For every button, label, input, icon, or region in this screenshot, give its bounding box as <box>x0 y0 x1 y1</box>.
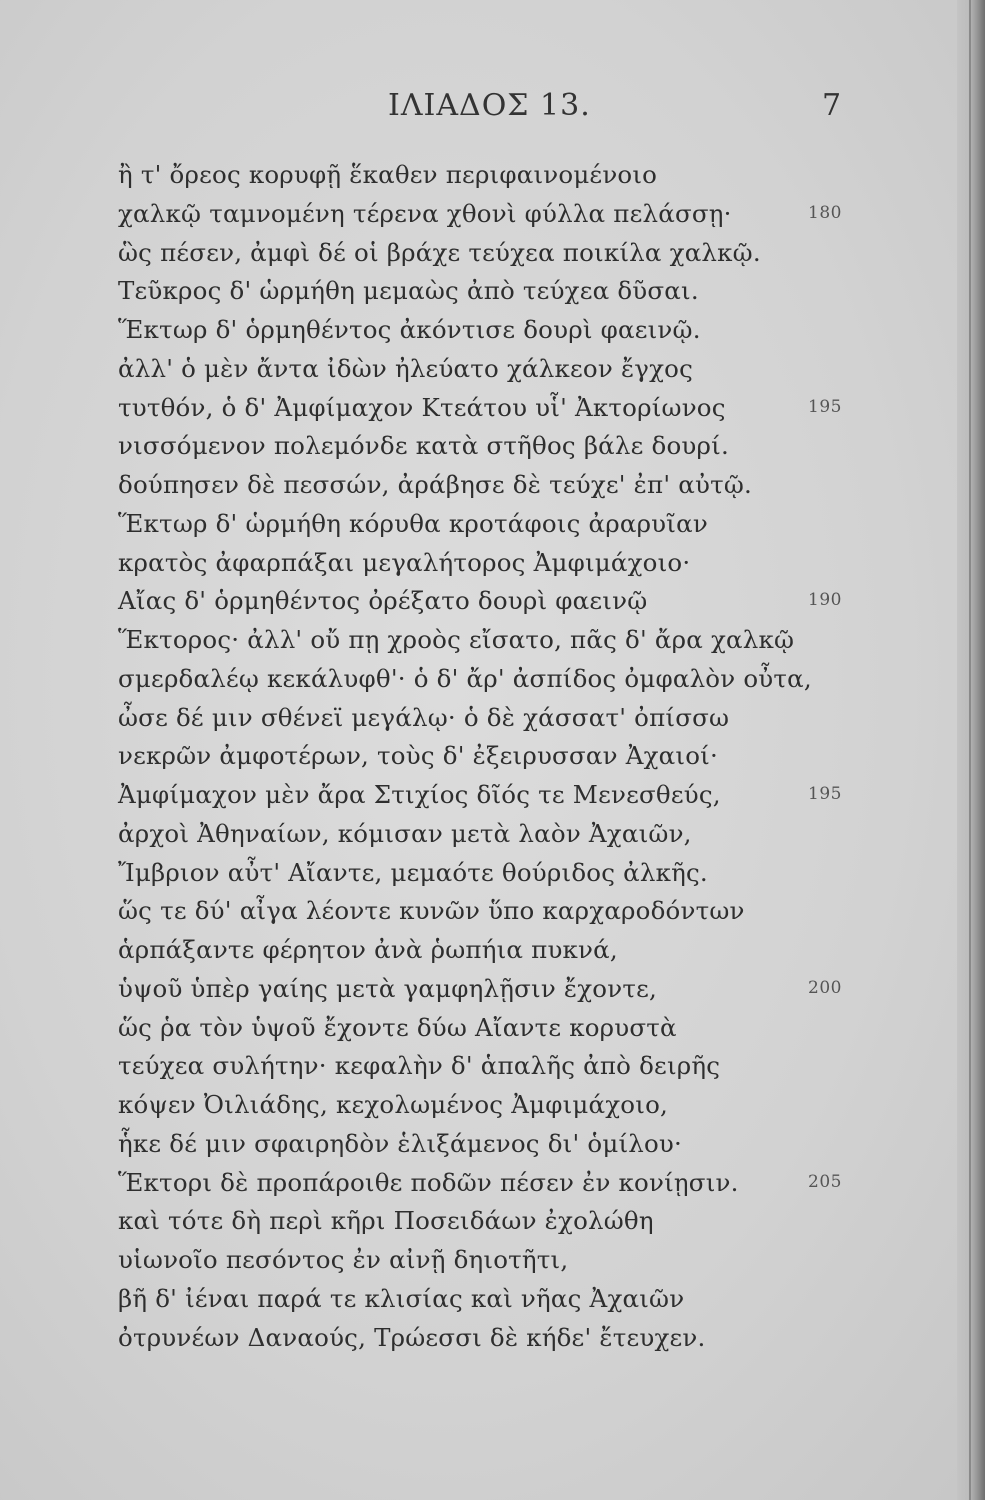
verse-block <box>0 160 985 1361</box>
verse-text: δούπησεν δὲ πεσσών, ἀράβησε δὲ τεύχε' ἐπ' αὐτῷ. <box>118 470 753 499</box>
page-number: 7 <box>822 88 842 123</box>
verse-line <box>0 819 985 858</box>
verse-line <box>0 1206 985 1245</box>
verse-line <box>0 160 985 199</box>
verse-text: βῆ δ' ἰέναι παρά τε κλισίας καὶ νῆας Ἀχαιῶν <box>118 1283 685 1313</box>
verse-text: Αἴας δ' ὁρμηθέντος ὀρέξατο δουρὶ φαεινῷ <box>118 586 648 616</box>
verse-text: ἀρχοὶ Ἀθηναίων, κόμισαν μετὰ λαὸν Ἀχαιῶν, <box>118 818 692 848</box>
verse-line <box>0 1323 985 1362</box>
verse-line <box>0 935 985 974</box>
verse-line <box>0 393 985 432</box>
verse-text: τεύχεα συλήτην· κεφαλὴν δ' ἁπαλῆς ἀπὸ δειρῆς <box>118 1051 721 1081</box>
line-number: 195 <box>808 396 842 417</box>
verse-text: ἁρπάξαντε φέρητον ἀνὰ ῥωπήια πυκνά, <box>118 935 618 964</box>
verse-text: νεκρῶν ἀμφοτέρων, τοὺς δ' ἐξειρυσσαν Ἀχαιοί· <box>118 741 718 771</box>
verse-line <box>0 1090 985 1129</box>
line-number: 200 <box>808 977 842 998</box>
verse-text: Ἕκτωρ δ' ὁρμηθέντος ἀκόντισε δουρὶ φαεινῷ. <box>118 315 701 344</box>
verse-line <box>0 548 985 587</box>
verse-line <box>0 1051 985 1090</box>
verse-text: χαλκῷ ταμνομένη τέρενα χθονὶ φύλλα πελάσσῃ· <box>118 198 732 228</box>
verse-text: Ἕκτορος· ἀλλ' οὔ πῃ χροὸς εἴσατο, πᾶς δ' ἄρα χαλκῷ <box>118 625 795 654</box>
verse-text: σμερδαλέῳ κεκάλυφθ'· ὁ δ' ἄρ' ἀσπίδος ὀμφαλὸν οὖτα, <box>118 663 812 693</box>
line-number: 195 <box>808 784 842 804</box>
verse-text: νισσόμενον πολεμόνδε κατὰ στῆθος βάλε δουρί. <box>118 431 729 461</box>
verse-line <box>0 354 985 393</box>
verse-text: ἀλλ' ὁ μὲν ἄντα ἰδὼν ἠλεύατο χάλκεον ἔγχος <box>118 353 694 383</box>
verse-text: Τεῦκρος δ' ὡρμήθη μεμαὼς ἀπὸ τεύχεα δῦσαι. <box>118 276 699 306</box>
line-number: 205 <box>808 1171 842 1192</box>
verse-line <box>0 509 985 548</box>
verse-text: ὥς τε δύ' αἶγα λέοντε κυνῶν ὕπο καρχαροδόντων <box>118 896 745 926</box>
verse-line <box>0 703 985 742</box>
verse-line <box>0 664 985 703</box>
verse-text: Ἕκτωρ δ' ὡρμήθη κόρυθα κροτάφοις ἀραρυῖαν <box>118 508 708 538</box>
verse-line <box>0 586 985 625</box>
verse-text: Ἴμβριον αὖτ' Αἴαντε, μεμαότε θούριδος ἀλκῆς. <box>118 857 708 887</box>
verse-line <box>0 625 985 664</box>
verse-text: ὣς πέσεν, ἀμφὶ δέ οἱ βράχε τεύχεα ποικίλα χαλκῷ. <box>118 237 761 267</box>
verse-text: Ἕκτορι δὲ προπάροιθε ποδῶν πέσεν ἐν κονίῃσιν. <box>118 1167 739 1197</box>
verse-line <box>0 199 985 238</box>
verse-text: καὶ τότε δὴ περὶ κῆρι Ποσειδάων ἐχολώθη <box>118 1206 654 1236</box>
verse-text: υἱωνοῖο πεσόντος ἐν αἰνῇ δηιοτῆτι, <box>118 1245 569 1274</box>
verse-text: ἧκε δέ μιν σφαιρηδὸν ἑλιξάμενος δι' ὁμίλου· <box>118 1128 683 1158</box>
verse-text: ὀτρυνέων Δαναούς, Τρώεσσι δὲ κήδε' ἔτευχεν. <box>118 1322 706 1352</box>
line-number: 180 <box>808 202 842 223</box>
verse-line <box>0 1284 985 1323</box>
running-head-title: ΙΛΙΑΔΟΣ 13. <box>388 88 591 123</box>
verse-line <box>0 238 985 277</box>
verse-text: ὦσε δέ μιν σθένεϊ μεγάλῳ· ὁ δὲ χάσσατ' ὀπίσσω <box>118 702 730 732</box>
verse-line <box>0 858 985 897</box>
verse-line <box>0 974 985 1013</box>
verse-line <box>0 741 985 780</box>
verse-line <box>0 896 985 935</box>
verse-line <box>0 431 985 470</box>
verse-line <box>0 470 985 509</box>
verse-line <box>0 1129 985 1168</box>
verse-text: ὑψοῦ ὑπὲρ γαίης μετὰ γαμφηλῇσιν ἔχοντε, <box>118 973 657 1003</box>
verse-line <box>0 1013 985 1052</box>
page-header <box>0 88 985 128</box>
verse-line <box>0 780 985 819</box>
verse-text: ὥς ῥα τὸν ὑψοῦ ἔχοντε δύω Αἴαντε κορυστὰ <box>118 1012 677 1042</box>
verse-text: Ἀμφίμαχον μὲν ἄρα Στιχίος δῖός τε Μενεσθεύς, <box>118 780 721 809</box>
verse-line <box>0 1245 985 1284</box>
verse-line <box>0 276 985 315</box>
verse-line <box>0 1168 985 1207</box>
verse-text: κρατὸς ἀφαρπάξαι μεγαλήτορος Ἀμφιμάχοιο· <box>118 547 691 577</box>
line-number: 190 <box>808 590 842 611</box>
verse-text: τυτθόν, ὁ δ' Ἀμφίμαχον Κτεάτου υἷ' Ἀκτορίωνος <box>118 392 726 422</box>
verse-text: ἢ τ' ὄρεος κορυφῇ ἕκαθεν περιφαινομένοιο <box>118 160 658 189</box>
verse-text: κόψεν Ὀιλιάδης, κεχολωμένος Ἀμφιμάχοιο, <box>118 1090 669 1119</box>
verse-line <box>0 315 985 354</box>
